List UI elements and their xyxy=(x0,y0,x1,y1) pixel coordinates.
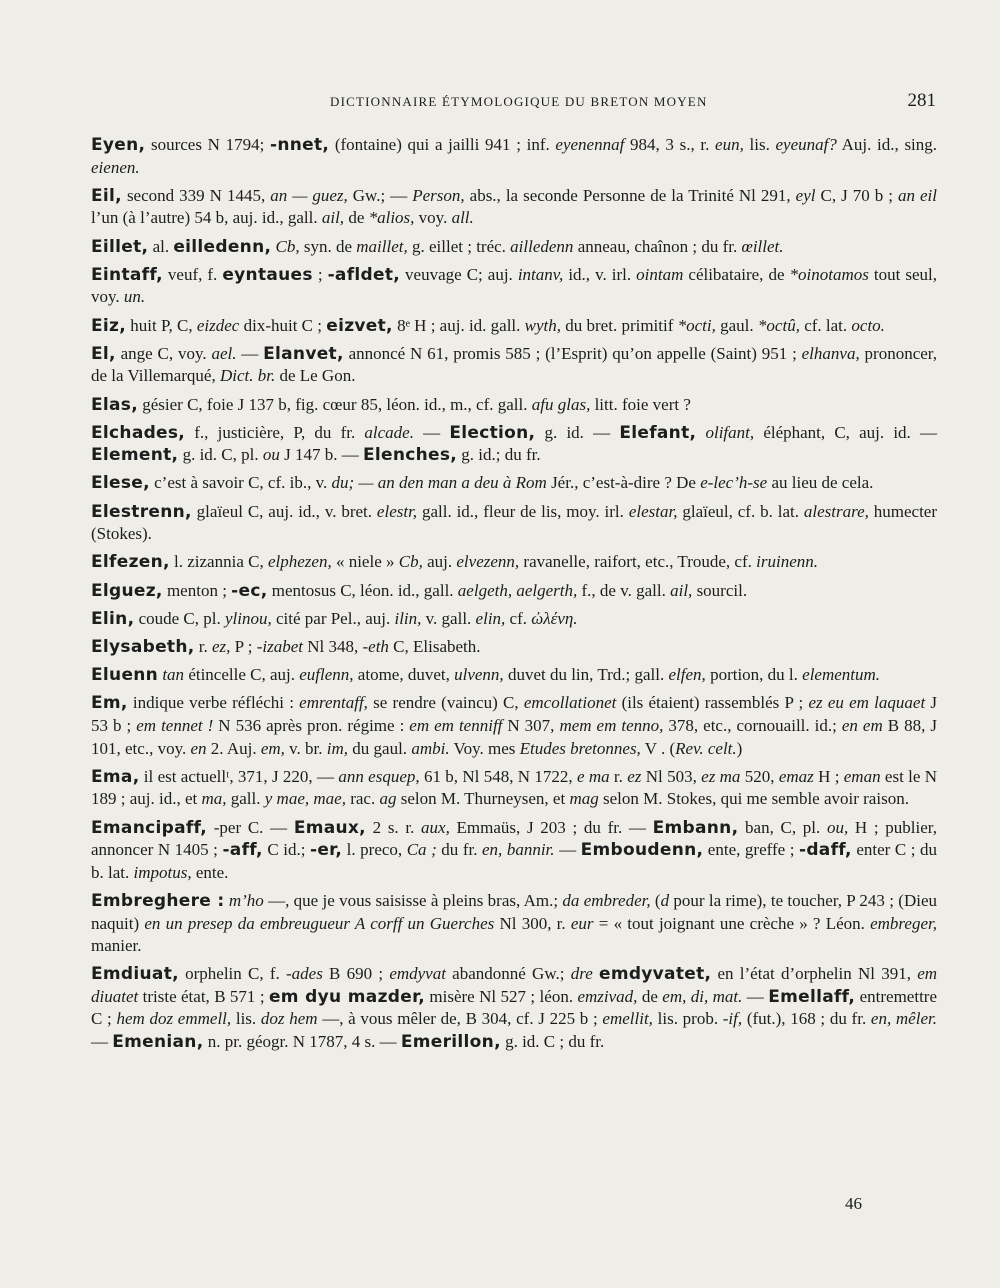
italic-text: wyth, xyxy=(524,315,562,335)
headword: Elefant, xyxy=(619,422,697,443)
headword: Eiz, xyxy=(91,315,126,336)
dictionary-entry xyxy=(91,766,937,811)
italic-text: elin, xyxy=(475,608,506,628)
italic-text: em em tenniff xyxy=(409,715,503,735)
headword: Elfezen, xyxy=(91,552,170,573)
entry-text: litt. foie vert ? xyxy=(590,394,691,414)
entry-text: selon M. Stokes, qui me semble avoir raison. xyxy=(598,789,909,809)
entry-text: lis. xyxy=(231,1009,261,1029)
italic-text: alestrare, xyxy=(803,501,869,521)
headword: Election, xyxy=(449,422,536,443)
italic-text: maillet, xyxy=(356,236,408,256)
entry-text: Nl 348, xyxy=(302,637,363,656)
entry-text: gall. xyxy=(226,789,265,809)
headword: Emancipaff, xyxy=(91,817,208,838)
headword: Emaux, xyxy=(293,817,366,838)
entry-text: = « tout joignant une crèche » ? Léon. xyxy=(593,913,871,933)
headword: Emboudenn, xyxy=(580,840,704,861)
italic-text: ma, xyxy=(201,789,227,809)
italic-text: ez xyxy=(627,766,642,786)
italic-text: elvezenn, xyxy=(456,552,520,572)
italic-text: ou xyxy=(262,445,280,465)
entry-text: du gaul. xyxy=(348,738,412,758)
headword: Elin, xyxy=(91,608,135,629)
italic-text: *octi, xyxy=(677,315,716,335)
running-head xyxy=(0,92,1000,114)
entry-text: sources N 1794; xyxy=(145,135,270,154)
italic-text: Etudes bretonnes, xyxy=(519,738,641,758)
italic-text: ag xyxy=(379,789,397,809)
headword: Elestrenn, xyxy=(91,501,192,522)
dictionary-entry xyxy=(91,264,937,309)
italic-text: emaz xyxy=(778,766,814,786)
dictionary-entry xyxy=(91,963,937,1053)
italic-text: eyeunaf? xyxy=(775,135,837,154)
italic-text: Dict. br. xyxy=(219,366,276,386)
entry-text: portion, du l. xyxy=(705,665,803,685)
entry-text: c’est à savoir C, cf. ib., v. xyxy=(149,473,332,493)
italic-text: -izabet xyxy=(256,637,303,656)
italic-text: eyl xyxy=(795,185,816,205)
headword: Element, xyxy=(91,445,179,466)
headword: Eluenn xyxy=(91,665,159,686)
entry-text: tout seul, voy. xyxy=(91,264,938,307)
italic-text: iruinenn. xyxy=(756,552,818,572)
entry-text: r. xyxy=(609,766,628,786)
italic-text: ez, xyxy=(211,637,231,656)
entry-text: indique verbe réfléchi : xyxy=(127,693,300,713)
headword: em dyu mazder, xyxy=(268,986,426,1007)
entry-text: ; xyxy=(312,264,328,284)
entry-text: P ; xyxy=(230,637,257,656)
italic-text: an eil xyxy=(897,185,937,205)
italic-text: Cb, xyxy=(275,236,300,256)
entry-text: l’un (à l’autre) 54 b, auj. id., gall. xyxy=(91,208,322,228)
dictionary-entry xyxy=(91,580,937,603)
entry-text: veuf, f. xyxy=(162,264,223,284)
italic-text: m’ho xyxy=(228,890,264,910)
headword: -afldet, xyxy=(327,264,401,285)
italic-text: doz hem xyxy=(260,1009,318,1029)
italic-text: alcade. xyxy=(364,422,414,442)
italic-text: e-lec’h-se xyxy=(700,473,768,493)
entry-text: anneau, chaînon ; du fr. xyxy=(573,236,742,256)
dictionary-entry xyxy=(91,236,937,259)
italic-text: olifant, xyxy=(705,422,755,442)
italic-text: un. xyxy=(123,287,146,307)
entry-text: veuvage C; auj. xyxy=(400,264,518,284)
italic-text: ail, xyxy=(670,580,693,600)
italic-text: emellit, xyxy=(602,1009,653,1029)
headword: El, xyxy=(91,343,116,364)
italic-text: ailledenn xyxy=(510,236,574,256)
entry-text: misère Nl 527 ; léon. xyxy=(425,986,578,1006)
italic-text: -eth xyxy=(362,637,389,656)
entry-text: N 536 après pron. régime : xyxy=(213,715,410,735)
italic-text: octo. xyxy=(851,315,885,335)
headword: Em, xyxy=(91,693,128,714)
entry-text: cf. lat. xyxy=(799,315,852,335)
italic-text: em diuatet xyxy=(91,964,938,1006)
entry-text: 8ᵉ H ; auj. id. gall. xyxy=(392,315,525,335)
italic-text: Rev. celt. xyxy=(675,738,737,758)
headword: -aff, xyxy=(222,840,263,861)
italic-text: eun, xyxy=(715,135,744,154)
entry-text: de xyxy=(637,986,663,1006)
italic-text: em tennet ! xyxy=(136,715,214,735)
entry-text: g. id.; du fr. xyxy=(457,445,541,465)
entry-text: auj. xyxy=(422,552,457,572)
italic-text: en un presep da embreugueur A corff un Guerches xyxy=(144,913,495,933)
entry-text: lis. xyxy=(743,135,776,154)
headword: Emdiuat, xyxy=(91,964,179,985)
entry-text: se rendre (vaincu) C, xyxy=(367,693,524,713)
headword: Emellaff, xyxy=(768,986,856,1007)
italic-text: ou, xyxy=(826,817,849,837)
italic-text: an — guez, xyxy=(270,185,348,205)
entry-text: éléphant, C, auj. id. — xyxy=(754,422,938,442)
entry-text: de xyxy=(344,208,369,228)
italic-text: ail, xyxy=(321,208,345,228)
entry-text: ban, C, pl. xyxy=(738,817,827,837)
entry-text: ange C, voy. xyxy=(115,343,212,363)
entry-text: voy. xyxy=(414,208,452,228)
italic-text: ilin, xyxy=(394,608,422,628)
italic-text: ὠλένη. xyxy=(531,608,578,628)
dictionary-entry xyxy=(91,422,937,467)
page-number: 281 xyxy=(907,90,936,111)
italic-text: emrentaff, xyxy=(299,693,368,713)
entry-text: id., v. irl. xyxy=(563,264,637,284)
italic-text: eyenennaf xyxy=(555,135,625,154)
entry-text: — xyxy=(554,840,581,860)
entry-text: entremettre C ; xyxy=(91,986,937,1029)
italic-text: -ades xyxy=(285,964,323,984)
entry-text: lis. prob. xyxy=(652,1009,723,1029)
entry-text: —, que je vous saisisse à pleins bras, Am.; xyxy=(263,890,563,910)
italic-text: en, bannir. xyxy=(482,840,555,860)
entry-text: -per C. — xyxy=(207,817,294,837)
italic-text: *octû, xyxy=(757,315,800,335)
entry-text: B 88, J 101, etc., voy. xyxy=(91,715,937,758)
headword: Eillet, xyxy=(91,236,149,257)
entry-text: huit P, C, xyxy=(126,315,197,335)
entry-text: 61 b, Nl 548, N 1722, xyxy=(419,766,577,786)
italic-text: *alios, xyxy=(368,208,415,228)
headword: Ema, xyxy=(91,766,140,787)
dictionary-entry xyxy=(91,636,937,659)
italic-text: mem em tenno, xyxy=(559,715,664,735)
dictionary-entry xyxy=(91,501,937,546)
italic-text: elestar, xyxy=(628,501,678,521)
entry-text: est le N 189 ; auj. id., et xyxy=(91,766,938,809)
entry-text: g. id. — xyxy=(535,422,620,442)
italic-text: ylinou, xyxy=(224,608,272,628)
entry-text: ) xyxy=(736,738,743,758)
entry-text: — xyxy=(91,1032,113,1052)
headword: Elese, xyxy=(91,473,150,494)
italic-text: embreger, xyxy=(870,913,937,933)
headword: Embann, xyxy=(652,817,739,838)
italic-text: all. xyxy=(451,208,474,228)
entry-text: 520, xyxy=(740,766,779,786)
entry-text: selon M. Thurneysen, et xyxy=(396,789,570,809)
dictionary-entry xyxy=(91,817,937,885)
headword: Embreghere : xyxy=(91,890,225,911)
italic-text: aux, xyxy=(421,817,450,837)
entry-text: du fr. xyxy=(436,840,482,860)
dictionary-entry xyxy=(91,315,937,338)
entry-text: H ; publier, annoncer N 1405 ; xyxy=(91,817,937,860)
entry-text: (ils étaient) rassemblés P ; xyxy=(616,693,809,713)
dictionary-entry xyxy=(91,394,937,417)
italic-text: ambi. xyxy=(411,738,450,758)
italic-text: ez eu em laquaet xyxy=(808,693,926,713)
entry-text: abs., la seconde Personne de la Trinité Nl 291, xyxy=(464,185,796,205)
dictionary-entry xyxy=(91,664,937,687)
entry-text: de Le Gon. xyxy=(275,366,356,386)
headword: Elguez, xyxy=(91,580,163,601)
headword: Elysabeth, xyxy=(91,637,195,657)
signature-number: 46 xyxy=(845,1194,862,1213)
entry-text: (fut.), 168 ; du fr. xyxy=(742,1009,871,1029)
running-title: DICTIONNAIRE ÉTYMOLOGIQUE DU BRETON MOYEN xyxy=(330,94,708,109)
entry-text: ( xyxy=(650,890,661,910)
italic-text: d xyxy=(660,890,670,910)
headword: Eyen, xyxy=(91,135,146,155)
headword: Elas, xyxy=(91,394,138,415)
entry-text: C id.; xyxy=(262,840,310,860)
entry-text: 2. Auj. xyxy=(206,738,261,758)
dictionary-entry xyxy=(91,134,937,179)
entry-text: H ; xyxy=(813,766,844,786)
entry-text: gall. id., fleur de lis, moy. irl. xyxy=(417,501,629,521)
entry-text: 2 s. r. xyxy=(365,817,422,837)
headword: Emerillon, xyxy=(400,1032,501,1053)
entry-text: ente, greffe ; xyxy=(703,840,799,860)
entry-text: — xyxy=(236,343,264,363)
headword: eizvet, xyxy=(326,315,393,336)
entry-text: Jér., c’est-à-dire ? De xyxy=(546,473,701,493)
italic-text: emcollationet xyxy=(523,693,617,713)
entry-text: glaïeul C, auj. id., v. bret. xyxy=(191,501,377,521)
entry-text: abandonné Gw.; xyxy=(445,964,571,984)
entry-text: Gw.; — xyxy=(347,185,413,205)
italic-text: eur xyxy=(570,913,594,933)
entry-text: menton ; xyxy=(162,580,232,600)
entry-text: étincelle C, auj. xyxy=(184,665,300,685)
entry-text: Voy. mes xyxy=(449,738,520,758)
entry-text: mentosus C, léon. id., gall. xyxy=(267,580,458,600)
italic-text: en xyxy=(190,738,207,758)
dictionary-entry xyxy=(91,472,937,495)
entry-text: v. br. xyxy=(284,738,327,758)
entry-text: g. id. C ; du fr. xyxy=(500,1032,605,1052)
entry-text: (fontaine) qui a jailli 941 ; inf. xyxy=(329,135,556,154)
entry-text: « niele » xyxy=(331,552,399,572)
entry-text: Nl 503, xyxy=(641,766,702,786)
entry-text: orphelin C, f. xyxy=(178,964,286,984)
italic-text: ulvenn, xyxy=(454,665,504,685)
italic-text: eizdec xyxy=(196,315,240,335)
headword: Emenian, xyxy=(112,1032,204,1053)
entry-text: ente. xyxy=(191,862,229,882)
dictionary-entry xyxy=(91,692,937,760)
italic-text: mag xyxy=(569,789,599,809)
dictionary-entries xyxy=(91,134,937,1059)
headword: Eintaff, xyxy=(91,264,163,285)
italic-text: eman xyxy=(843,766,881,786)
entry-text: N 307, xyxy=(502,715,560,735)
entry-text: B 690 ; xyxy=(322,964,390,984)
italic-text: Cb, xyxy=(398,552,423,572)
italic-text: da embreder, xyxy=(562,890,651,910)
entry-text: r. xyxy=(194,637,212,656)
italic-text: emdyvat xyxy=(389,964,446,984)
entry-text: l. zizannia C, xyxy=(169,552,268,572)
entry-text: — xyxy=(413,422,450,442)
entry-text: V . ( xyxy=(640,738,676,758)
headword: -nnet, xyxy=(270,135,330,155)
entry-text: f., de v. gall. xyxy=(577,580,671,600)
headword: emdyvatet, xyxy=(598,964,712,985)
italic-text: ointam xyxy=(636,264,684,284)
italic-text: en em xyxy=(841,715,883,735)
entry-text: humecter (Stokes). xyxy=(91,501,938,544)
italic-text: ann esquep, xyxy=(338,766,420,786)
italic-text: aelgeth, aelgerth, xyxy=(457,580,578,600)
headword: -ec, xyxy=(231,580,268,601)
italic-text: impotus, xyxy=(133,862,192,882)
entry-text: triste état, B 571 ; xyxy=(138,986,269,1006)
entry-text: gaul. xyxy=(715,315,758,335)
entry-text: f., justicière, P, du fr. xyxy=(185,422,365,442)
entry-text: C, J 70 b ; xyxy=(815,185,898,205)
entry-text: l. preco, xyxy=(342,840,407,860)
italic-text: en, mêler. xyxy=(870,1009,937,1029)
italic-text: emzivad, xyxy=(577,986,638,1006)
italic-text: dre xyxy=(570,964,593,984)
italic-text: elhanva, xyxy=(801,343,860,363)
italic-text: tan xyxy=(162,665,185,685)
entry-text: sourcil. xyxy=(692,580,748,600)
dictionary-entry xyxy=(91,551,937,574)
italic-text: Ca ; xyxy=(406,840,437,860)
entry-text: ravanelle, raifort, etc., Troude, cf. xyxy=(519,552,757,572)
entry-text: annoncé N 61, promis 585 ; (l’Esprit) qu’on appelle (Saint) 951 ; xyxy=(343,343,802,363)
entry-text: enter C ; du b. lat. xyxy=(91,840,937,882)
entry-text: au lieu de cela. xyxy=(767,473,874,493)
entry-text: dix-huit C ; xyxy=(239,315,327,335)
entry-text: 378, etc., cornouaill. id.; xyxy=(663,715,842,735)
italic-text: euflenn, xyxy=(299,665,354,685)
entry-text: g. id. C, pl. xyxy=(178,445,263,465)
entry-text: al. xyxy=(148,236,174,256)
italic-text: ez ma xyxy=(701,766,741,786)
entry-text: n. pr. géogr. N 1787, 4 s. — xyxy=(203,1032,401,1052)
italic-text: e ma xyxy=(576,766,610,786)
italic-text: Person, xyxy=(412,185,465,205)
italic-text: elphezen, xyxy=(267,552,332,572)
headword: Elanvet, xyxy=(263,343,344,364)
entry-text: syn. de xyxy=(299,236,357,256)
italic-text: *oinotamos xyxy=(789,264,869,284)
italic-text: -if, xyxy=(722,1009,743,1029)
italic-text: elestr, xyxy=(376,501,418,521)
entry-text: g. eillet ; tréc. xyxy=(407,236,511,256)
entry-text: coude C, pl. xyxy=(134,608,225,628)
entry-text: Nl 300, r. xyxy=(494,913,571,933)
entry-text: C, Elisabeth. xyxy=(388,637,481,656)
headword: Eil, xyxy=(91,185,122,206)
dictionary-entry xyxy=(91,343,937,388)
headword: eilledenn, xyxy=(173,236,272,257)
italic-text: afu glas, xyxy=(531,394,591,414)
dictionary-entry xyxy=(91,185,937,230)
entry-text: gésier C, foie J 137 b, fig. cœur 85, léon. id., m., cf. gall. xyxy=(138,394,532,414)
entry-text: cité par Pel., auj. xyxy=(271,608,395,628)
entry-text: 984, 3 s., r. xyxy=(624,135,716,154)
italic-text: y mae, mae, xyxy=(264,789,346,809)
italic-text: em, xyxy=(260,738,285,758)
headword: Elchades, xyxy=(91,422,186,443)
entry-text: cf. xyxy=(505,608,532,628)
italic-text: im, xyxy=(326,738,349,758)
entry-text: manier. xyxy=(91,936,142,956)
entry-text: en l’état d’orphelin Nl 391, xyxy=(711,964,918,984)
entry-text: duvet du lin, Trd.; gall. xyxy=(503,665,669,685)
headword: -daff, xyxy=(798,840,852,861)
entry-text: — xyxy=(742,986,769,1006)
italic-text: intanv, xyxy=(517,264,564,284)
entry-text: Emmaüs, J 203 ; du fr. — xyxy=(449,817,653,837)
italic-text: em, di, mat. xyxy=(662,986,743,1006)
entry-text: célibataire, de xyxy=(683,264,790,284)
entry-text: second 339 N 1445, xyxy=(121,185,271,205)
entry-text: Auj. id., sing. xyxy=(836,135,938,154)
dictionary-entry xyxy=(91,890,937,958)
italic-text: œillet. xyxy=(741,236,784,256)
entry-text: atome, duvet, xyxy=(353,665,455,685)
entry-text: du bret. primitif xyxy=(561,315,678,335)
entry-text: pour la rime), te toucher, P 243 ; (Dieu naquit) xyxy=(91,890,937,933)
italic-text: elementum. xyxy=(802,665,881,685)
italic-text: ael. xyxy=(211,343,237,363)
entry-text: J 53 b ; xyxy=(91,693,938,735)
entry-text: J 147 b. — xyxy=(279,445,363,465)
headword: -er, xyxy=(309,840,343,861)
italic-text: hem doz emmell, xyxy=(116,1009,232,1029)
entry-text: il est actuellᵗ, 371, J 220, — xyxy=(139,766,339,786)
entry-text: v. gall. xyxy=(421,608,476,628)
entry-text: rac. xyxy=(345,789,380,809)
entry-text: prononcer, de la Villemarqué, xyxy=(91,343,938,386)
entry-text: —, à vous mêler de, B 304, cf. J 225 b ; xyxy=(317,1009,603,1029)
headword: Elenches, xyxy=(362,445,458,466)
italic-text: du; — an den man a deu à Rom xyxy=(331,473,547,493)
italic-text: elfen, xyxy=(668,665,706,685)
headword: eyntaues xyxy=(222,264,313,285)
italic-text: eienen. xyxy=(91,157,140,177)
entry-text: glaïeul, cf. b. lat. xyxy=(677,501,804,521)
dictionary-entry xyxy=(91,608,937,631)
